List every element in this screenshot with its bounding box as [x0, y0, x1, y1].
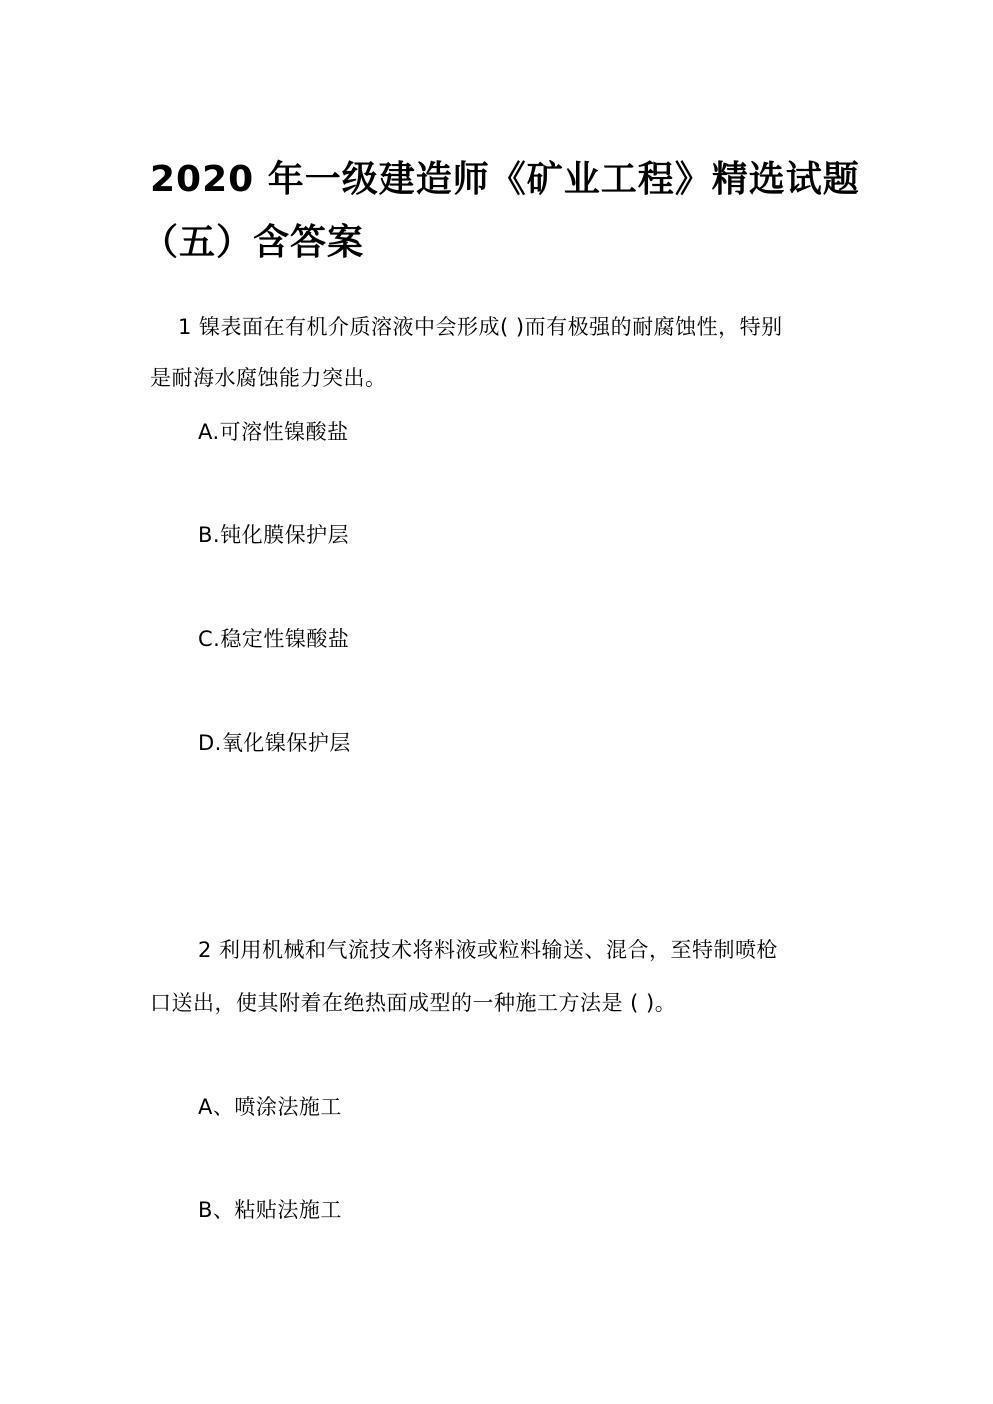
question-1-option-b: B.钝化膜保护层	[198, 523, 350, 547]
question-1-stem-line-2: 是耐海水腐蚀能力突出。	[150, 366, 387, 390]
document-title-line-1: 2020 年一级建造师《矿业工程》精选试题	[150, 159, 860, 200]
question-2-stem-line-2: 口送出，使其附着在绝热面成型的一种施工方法是 ( )。	[150, 991, 677, 1015]
question-2-stem-line-1: 2 利用机械和气流技术将料液或粒料输送、混合，至特制喷枪	[198, 938, 779, 962]
question-1-stem-line-1: 1 镍表面在有机介质溶液中会形成( )而有极强的耐腐蚀性，特别	[178, 315, 783, 339]
question-1-option-d: D.氧化镍保护层	[198, 731, 351, 755]
document-title-line-2: （五）含答案	[142, 222, 365, 263]
question-2-option-b: B、粘贴法施工	[198, 1198, 342, 1222]
question-1-option-a: A.可溶性镍酸盐	[198, 420, 349, 444]
question-2-option-a: A、喷涂法施工	[198, 1095, 342, 1119]
question-1-option-c: C.稳定性镍酸盐	[198, 627, 350, 651]
